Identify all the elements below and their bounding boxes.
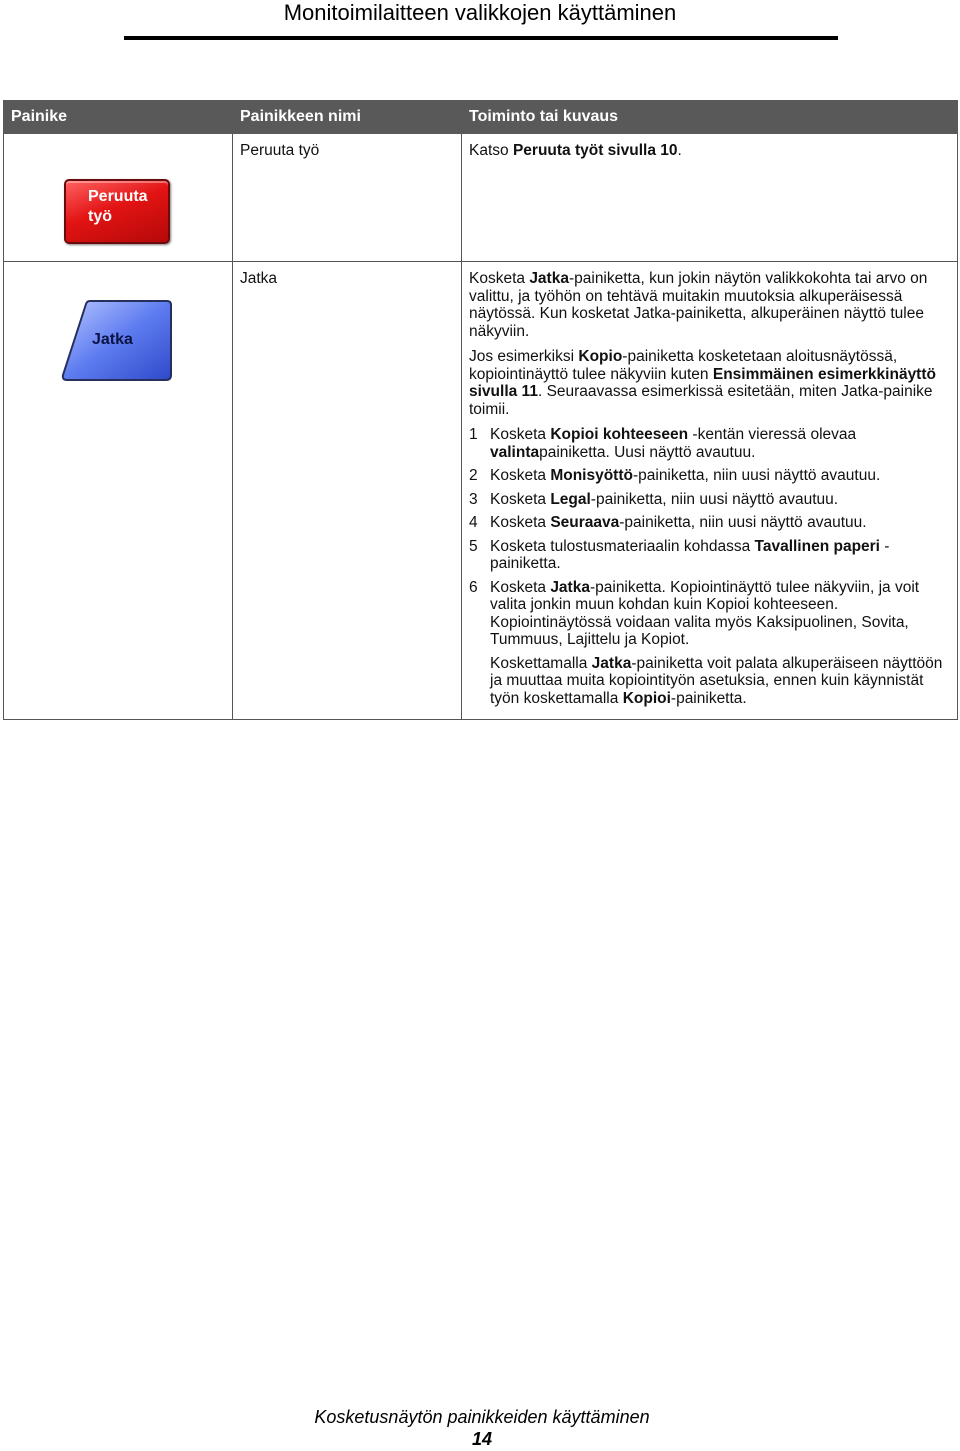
cross-reference: Ensimmäinen esimerkkinäyttö sivulla 11 <box>469 365 936 400</box>
list-item: 4 Kosketa Seuraava-painiketta, niin uusi näyttö avautuu. <box>469 514 867 531</box>
cell-button-name: Jatka <box>233 262 462 720</box>
list-item: 3 Kosketa Legal-painiketta, niin uusi näyttö avautuu. <box>469 490 839 508</box>
list-item: 1 Kosketa Kopioi kohteeseen -kentän vieressä olevaa valintapainiketta. Uusi näyttö avautuu. <box>469 426 857 461</box>
column-header-name: Painikkeen nimi <box>233 101 462 134</box>
description-paragraph: Kosketa Jatka-painiketta, kun jokin näytön valikkokohta tai arvo on valittu, ja työhön on tehtävä muitakin muutoksia alkuperäisessä näytössä. Kun kosketat Jatka-painiketta, alkuperäinen näyttö tulee näkyviin. <box>469 270 928 340</box>
cell-button-image <box>4 134 233 262</box>
description-paragraph: Jos esimerkiksi Kopio-painiketta kosketetaan aloitusnäytössä, kopiointinäyttö tulee näkyviin kuten Ensimmäinen esimerkkinäyttö sivulla 11. Seuraavassa esimerkissä esitetään, miten Jatka-painike toimii. <box>469 348 936 418</box>
list-item: 2 Kosketa Monisyöttö-painiketta, niin uusi näyttö avautuu. <box>469 467 881 484</box>
column-header-description: Toiminto tai kuvaus <box>462 101 958 134</box>
cancel-job-button-image: Peruuta työ <box>64 179 170 244</box>
cell-button-name: Peruuta työ <box>233 134 462 262</box>
list-item: 5 Kosketa tulostusmateriaalin kohdassa Tavallinen paperi -painiketta. <box>469 537 890 572</box>
button-table <box>3 100 958 720</box>
footer-section-title: Kosketusnäytön painikkeiden käyttäminen <box>314 1407 650 1427</box>
column-header-button: Painike <box>4 101 233 134</box>
page-title: Monitoimilaitteen valikkojen käyttäminen <box>283 0 677 25</box>
continue-button-label: Jatka <box>92 331 133 348</box>
cross-reference: Peruuta työt sivulla 10 <box>512 142 678 159</box>
cell-button-image <box>4 262 233 720</box>
page-number: 14 <box>471 1429 493 1449</box>
steps-list <box>469 426 950 707</box>
cell-description: Katso Peruuta työt sivulla 10. <box>462 134 958 262</box>
page-footer <box>0 1406 960 1450</box>
table-header-row <box>4 101 958 134</box>
continue-button-image <box>60 298 174 384</box>
table-row-continue <box>4 262 958 720</box>
list-item: 6 Kosketa Jatka-painiketta. Kopiointinäyttö tulee näkyviin, ja voit valita jonkin muun kohdan kuin Kopioi kohteeseen. Kopiointinäytössä voidaan valita myös Kaksipuolinen, Sovita, Tummuus, Lajittelu ja Kopiot. Koskettamalla Jatka-painiketta voit palata alkuperäiseen näyttöön ja muuttaa muita kopiointityön asetuksia, ennen kuin käynnistät työn koskettamalla Kopioi-painiketta. <box>469 578 943 707</box>
title-rule <box>124 36 838 40</box>
cell-description <box>462 262 958 720</box>
table-row-cancel-job <box>4 134 958 262</box>
